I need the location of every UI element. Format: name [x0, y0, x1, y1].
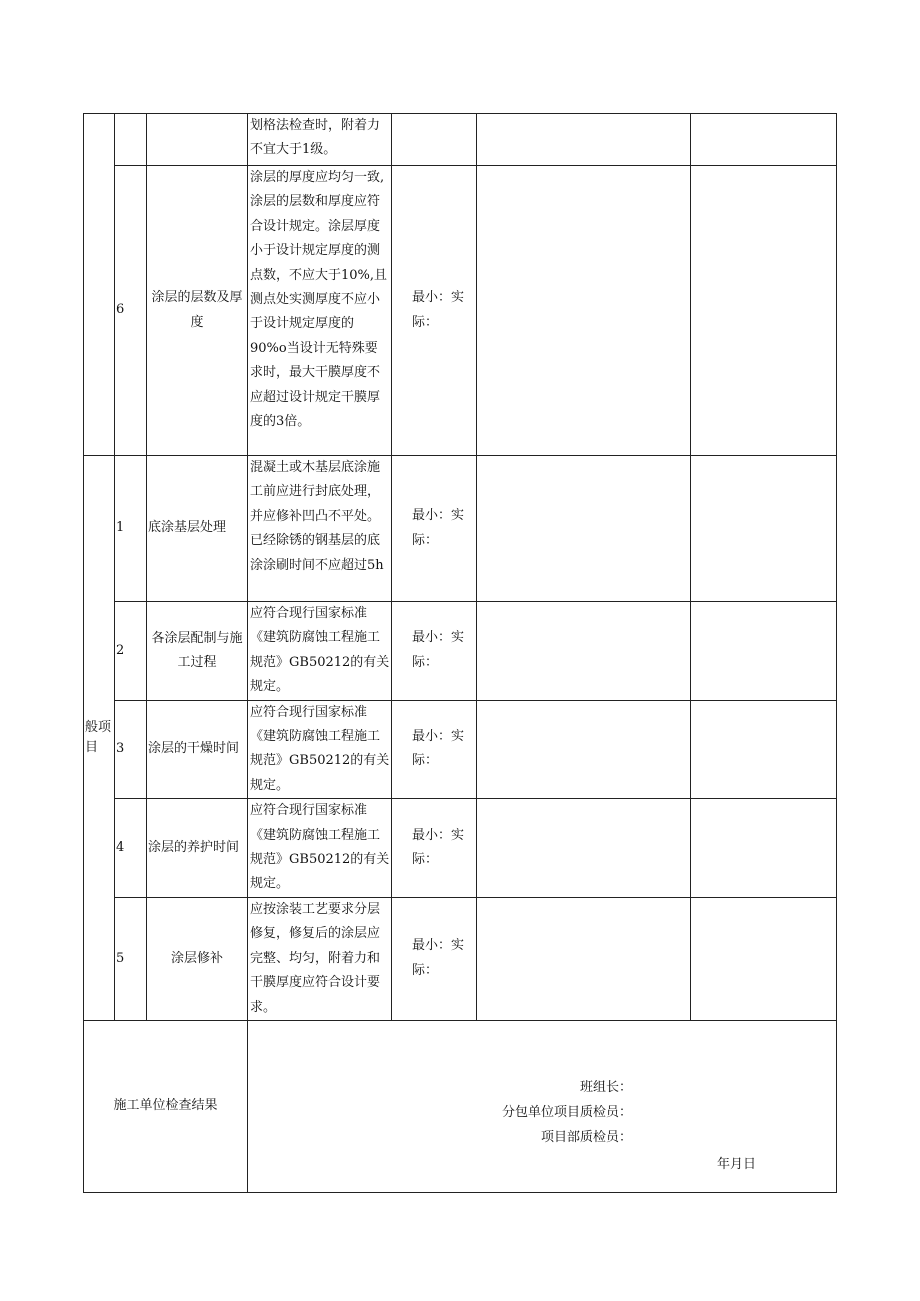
measurement-cell	[392, 114, 477, 166]
sub-inspector-label: 分包单位项目质检员：	[501, 1104, 632, 1120]
result-cell	[691, 166, 837, 456]
result-cell	[691, 114, 837, 166]
requirement-cell: 应符合现行国家标准 《建筑防腐蚀工程施工 规范》GB50212的有关 规定。	[248, 602, 392, 701]
table-row	[84, 456, 837, 602]
team-leader-label: 班组长：	[579, 1079, 632, 1095]
table-row	[84, 799, 837, 898]
result-cell	[691, 799, 837, 898]
measurement-cell: 最小：实 际：	[392, 602, 477, 701]
inspection-form-table	[83, 113, 837, 1193]
result-cell	[691, 897, 837, 1020]
item-number: 3	[115, 700, 147, 799]
item-name: 涂层修补	[147, 897, 248, 1020]
measurement-cell: 最小：实 际：	[392, 700, 477, 799]
requirement-cell: 混凝土或木基层底涂施 工前应进行封底处理， 并应修补凹凸不平处。 已经除锈的钢基层的底 涂涂刷时间不应超过5h	[248, 456, 392, 602]
result-cell	[691, 602, 837, 701]
result-cell	[691, 456, 837, 602]
date-label: 年月日	[716, 1156, 756, 1172]
measurement-cell: 最小：实 际：	[392, 897, 477, 1020]
category-cell-main	[84, 114, 115, 456]
item-name: 涂层的养护时间	[147, 799, 248, 898]
check-record-cell	[477, 700, 691, 799]
item-name: 底涂基层处理	[147, 456, 248, 602]
table-row	[84, 166, 837, 456]
dept-inspector-label: 项目部质检员：	[540, 1129, 632, 1145]
item-name: 涂层的干燥时间	[147, 700, 248, 799]
check-record-cell	[477, 897, 691, 1020]
item-name: 各涂层配制与施工过程	[147, 602, 248, 701]
table-row	[84, 602, 837, 701]
table-row	[84, 700, 837, 799]
measurement-cell: 最小：实 际：	[392, 799, 477, 898]
result-row	[84, 1020, 837, 1192]
item-number: 2	[115, 602, 147, 701]
measurement-cell: 最小：实 际：	[392, 166, 477, 456]
item-number: 6	[115, 166, 147, 456]
table-row	[84, 114, 837, 166]
item-number: 5	[115, 897, 147, 1020]
signature-area	[248, 1020, 837, 1192]
table-row	[84, 897, 837, 1020]
requirement-cell: 应符合现行国家标准 《建筑防腐蚀工程施工 规范》GB50212的有关 规定。	[248, 799, 392, 898]
check-record-cell	[477, 602, 691, 701]
check-record-cell	[477, 799, 691, 898]
item-number	[115, 114, 147, 166]
result-cell	[691, 700, 837, 799]
requirement-cell: 应符合现行国家标准 《建筑防腐蚀工程施工 规范》GB50212的有关 规定。	[248, 700, 392, 799]
check-record-cell	[477, 114, 691, 166]
check-record-cell	[477, 166, 691, 456]
requirement-cell: 应按涂装工艺要求分层 修复，修复后的涂层应 完整、均匀，附着力和 干膜厚度应符合设计要 求。	[248, 897, 392, 1020]
requirement-cell: 划格法检查时，附着力 不宜大于1级。	[248, 114, 392, 166]
requirement-cell: 涂层的厚度应均匀一致, 涂层的层数和厚度应符 合设计规定。涂层厚度 小于设计规定厚度的测 点数，不应大于10%,且 测点处实测厚度不应小 于设计规定厚度的 90%o当设计无特殊要 求时，最大干膜厚度不 应超过设计规定干膜厚 度的3倍。	[248, 166, 392, 456]
result-label: 施工单位检查结果	[84, 1020, 248, 1192]
item-number: 4	[115, 799, 147, 898]
measurement-cell: 最小：实 际：	[392, 456, 477, 602]
item-number: 1	[115, 456, 147, 602]
item-name: 涂层的层数及厚度	[147, 166, 248, 456]
item-name	[147, 114, 248, 166]
category-cell-general: 般项目	[84, 456, 115, 1021]
check-record-cell	[477, 456, 691, 602]
